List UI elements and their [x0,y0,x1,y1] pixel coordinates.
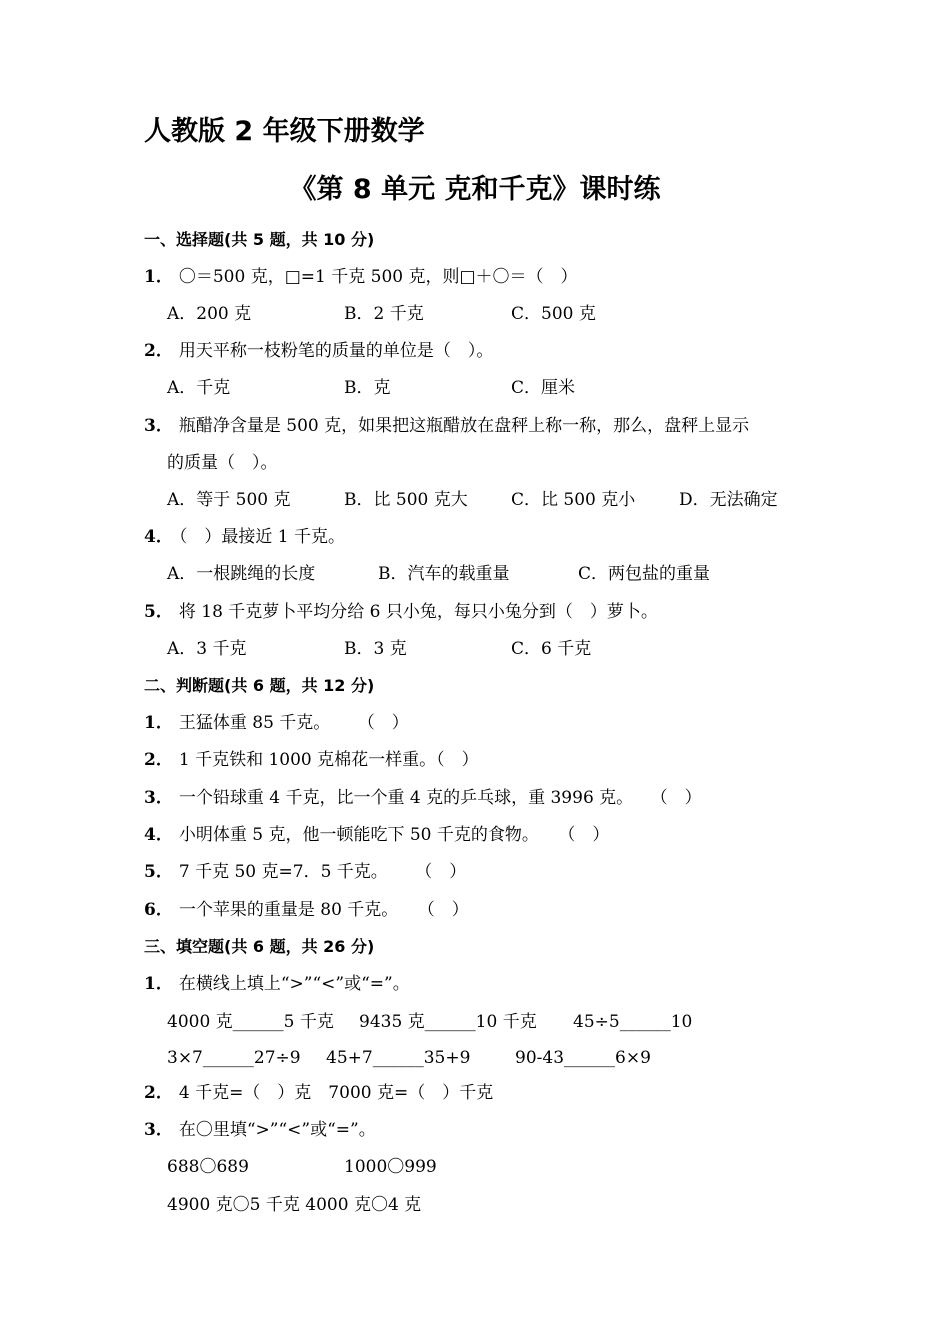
judge-5 [144,857,466,887]
option-a: A．等于 500 克 [167,490,291,510]
question-number: 1． [144,974,173,994]
option-b: B．3 克 [344,639,407,659]
question-text: （ ）最接近 1 千克。 [178,527,345,547]
judge-2 [144,745,479,775]
comparison-item: 45+7______35+9 [326,1048,471,1068]
judge-6 [144,895,469,925]
question-number: 2． [144,750,173,770]
comparison-item: 1000〇999 [344,1157,437,1177]
comparison-item: 3×7______27÷9 [167,1048,301,1068]
comparison-item: 90-43______6×9 [515,1048,651,1068]
question-number: 5． [144,602,173,622]
comparison-item: 9435 克______10 千克 [359,1012,537,1032]
question-1-5 [144,597,658,627]
question-1-3 [144,411,749,441]
comparison-item: 688〇689 [167,1157,249,1177]
section-heading-judge: 二、判断题(共 6 题，共 12 分) [144,676,375,695]
question-1-4 [144,522,345,552]
question-number: 6． [144,900,173,920]
page-subtitle: 《第 8 单元 克和千克》课时练 [289,174,661,205]
question-1-2 [144,336,493,366]
question-text: 王猛体重 85 千克。 [178,713,331,733]
question-text: 一个铅球重 4 千克，比一个重 4 克的乒乓球，重 3996 克。 [178,788,634,808]
question-text: 将 18 千克萝卜平均分给 6 只小兔，每只小兔分到（ ）萝卜。 [178,602,658,622]
question-text: 在〇里填“>”“<”或“=”。 [178,1120,376,1140]
section-heading-fill: 三、填空题(共 6 题，共 26 分) [144,937,375,956]
answer-blank: （ ） [426,900,469,920]
answer-blank: （ ） [566,825,610,845]
question-text: 4 千克=（ ）克 7000 克=（ ）千克 [178,1083,494,1103]
question-number: 3． [144,788,173,808]
answer-blank: （ ） [436,750,479,770]
options-1-3 [167,485,867,515]
option-a: A．一根跳绳的长度 [167,564,316,584]
fill-1-row-1 [167,1007,867,1037]
question-text: 小明体重 5 克，他一顿能吃下 50 千克的食物。 [178,825,539,845]
fill-1 [144,969,410,999]
question-number: 1． [144,267,173,287]
option-c: C．比 500 克小 [511,490,636,510]
question-number: 5． [144,862,173,882]
question-text: 用天平称一枝粉笔的质量的单位是（ ）。 [178,341,494,361]
question-text: 瓶醋净含量是 500 克，如果把这瓶醋放在盘秤上称一称，那么，盘秤上显示 [178,416,750,436]
answer-blank: （ ） [423,862,467,882]
options-1-4 [167,559,867,589]
comparison-item: 4000 克______5 千克 [167,1012,334,1032]
answer-blank: （ ） [366,713,409,733]
question-number: 2． [144,1083,173,1103]
option-c: C．6 千克 [511,639,592,659]
judge-3 [144,783,702,813]
fill-3 [144,1115,376,1145]
section-heading-choice: 一、选择题(共 5 题，共 10 分) [144,230,375,249]
question-1-1 [144,262,578,292]
option-c: C．500 克 [511,304,596,324]
question-number: 2． [144,341,173,361]
option-a: A．千克 [167,378,231,398]
option-d: D．无法确定 [679,490,778,510]
question-text: 1 千克铁和 1000 克棉花一样重。 [178,750,437,770]
fill-3-row-2: 4900 克〇5 千克 4000 克〇4 克 [167,1195,422,1215]
question-1-3-continued: 的质量（ ）。 [167,453,278,473]
question-text: 7 千克 50 克=7．5 千克。 [178,862,388,882]
fill-2 [144,1078,493,1108]
fill-3-row-1 [167,1152,867,1182]
option-c: C．两包盐的重量 [578,564,711,584]
fill-1-row-2 [167,1043,867,1073]
question-text: 一个苹果的重量是 80 千克。 [178,900,399,920]
option-b: B．比 500 克大 [344,490,468,510]
question-text: 〇＝500 克，□=1 千克 500 克，则□＋〇＝（ ） [178,267,578,287]
options-1-2 [167,373,867,403]
judge-4 [144,820,609,850]
option-b: B．2 千克 [344,304,424,324]
question-number: 3． [144,1120,173,1140]
option-a: A．3 千克 [167,639,247,659]
page-title: 人教版 2 年级下册数学 [144,116,425,147]
question-text: 在横线上填上“>”“<”或“=”。 [178,974,410,994]
option-a: A．200 克 [167,304,252,324]
question-number: 3． [144,416,173,436]
judge-1 [144,708,409,738]
question-number: 4． [144,825,173,845]
comparison-item: 45÷5______10 [573,1012,693,1032]
options-1-1 [167,299,867,329]
question-number: 4． [144,527,173,547]
options-1-5 [167,634,867,664]
answer-blank: （ ） [659,788,702,808]
option-b: B．汽车的载重量 [378,564,510,584]
option-c: C．厘米 [511,378,576,398]
question-number: 1． [144,713,173,733]
option-b: B．克 [344,378,391,398]
